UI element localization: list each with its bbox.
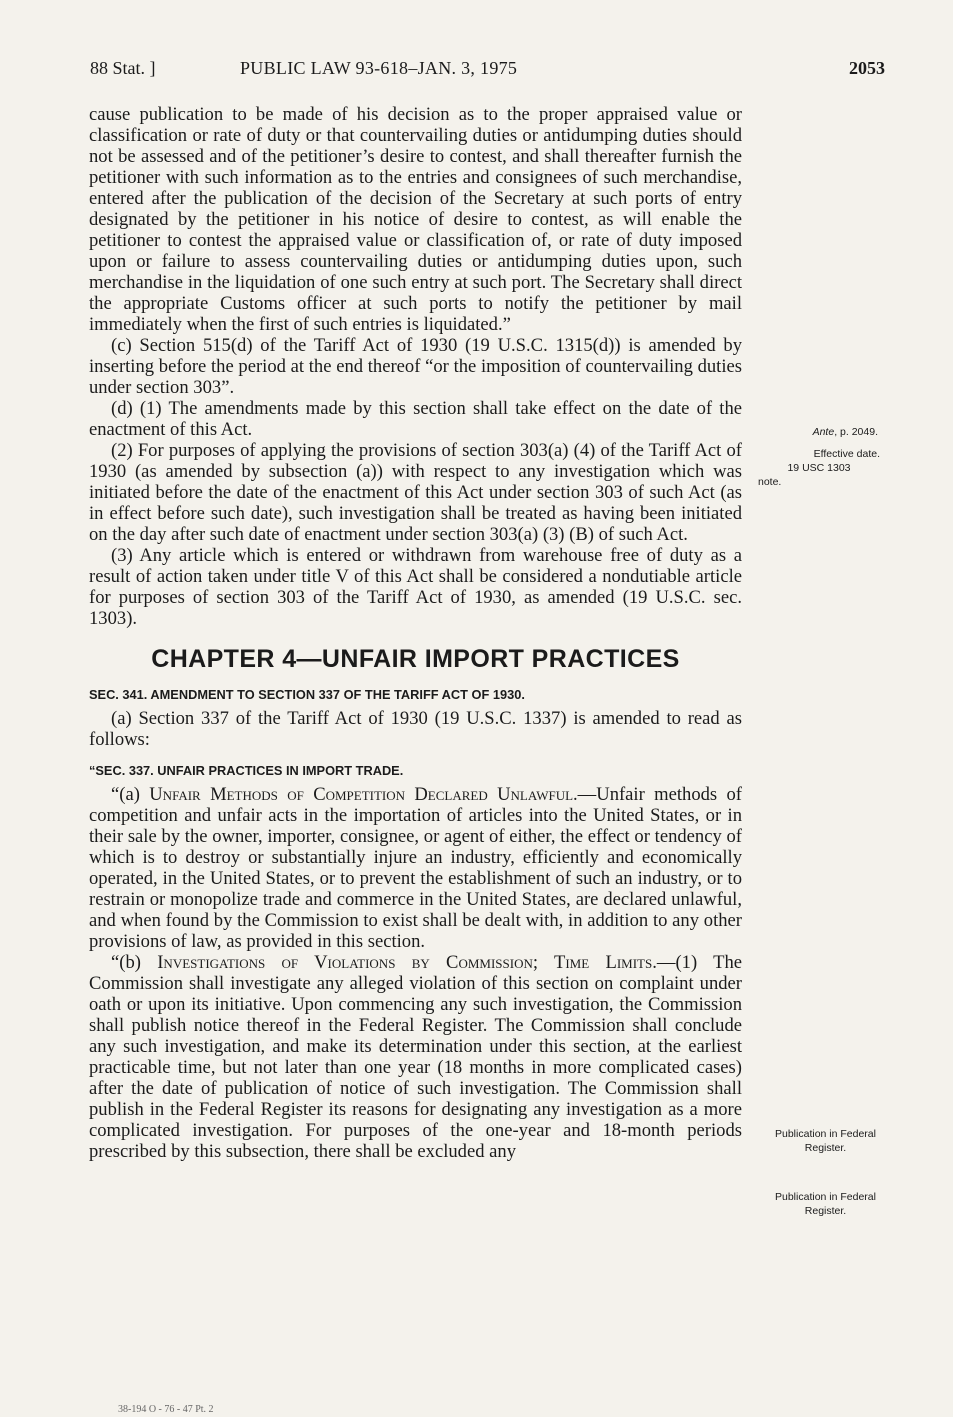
subsection-b-prefix: “(b)	[111, 952, 158, 973]
page-number: 2053	[849, 58, 885, 78]
paragraph-continued: cause publication to be made of his decision as to the proper appraised value or classification or rate of duty or that countervailing duties or antidumping duties should not be assessed and of the petitioner’s desire to contest, and shall thereafter furnish the petitioner with such information as to the entries and consignees of such merchandise, entered after the publication of the decision of the Secretary at such ports of entry designated by the petitioner in his notice of desire to contest, as will enable the petitioner to contest the appraised value or classification of, or rate of duty imposed upon or failure to assess countervailing duties or antidumping duties upon, such merchandise in the liquidation of one such entry at such port. The Secretary shall direct the appropriate Customs officer at such ports to notify the petitioner by mail immediately when the first of such entries is liquidated.”	[89, 104, 742, 335]
page-header	[90, 58, 885, 82]
ante-label: Ante	[812, 426, 835, 438]
margin-note-publication-2: Publication in Federal Register.	[775, 1191, 876, 1217]
subsection-b-caption: Investigations of Violations by Commission; Time Limits.—	[157, 952, 676, 973]
subsection-a-caption: Unfair Methods of Competition Declared Unlawful.—	[149, 784, 597, 805]
note-label: note.	[758, 476, 782, 488]
ante-page: , p. 2049.	[834, 426, 878, 438]
subsection-a-prefix: “(a)	[111, 784, 150, 805]
margin-note-ante	[758, 425, 878, 439]
section-heading: SEC. 341. AMENDMENT TO SECTION 337 OF THE TARIFF ACT OF 1930.	[89, 687, 525, 702]
paragraph-337-a	[89, 784, 742, 952]
main-text	[89, 104, 742, 1162]
paragraph-c: (c) Section 515(d) of the Tariff Act of 1930 (19 U.S.C. 1315(d)) is amended by inserting before the period at the end thereof “or the imposition of countervailing duties under section 303”.	[89, 335, 742, 398]
subsection-b-text: (1) The Commission shall investigate any alleged violation of this section on complaint under oath or upon its initiative. Upon commencing any such investigation, the Commission shall publish notice thereof in the Federal Register. The Commission shall conclude any such investigation, and make its determination under this section, at the earliest practicable time, but not later than one year (18 months in more complicated cases) after the date of publication of notice of such investigation. The Commission shall publish in the Federal Register its reasons for designating any investigation as a more complicated investigation. For purposes of the one-year and 18-month periods prescribed by this subsection, there shall be excluded any	[89, 952, 742, 1162]
margin-note-effective-date	[758, 447, 880, 489]
chapter-heading: CHAPTER 4—UNFAIR IMPORT PRACTICES	[151, 645, 680, 673]
paragraph-337-b	[89, 952, 742, 1162]
effective-date-label: Effective date.	[813, 448, 880, 460]
stat-citation: 88 Stat. ]	[90, 58, 156, 78]
paragraph-sec341-a: (a) Section 337 of the Tariff Act of 1930 (19 U.S.C. 1337) is amended to read as follows:	[89, 708, 742, 750]
usc-citation: 19 USC 1303	[787, 462, 851, 474]
page-footer: 38-194 O - 76 - 47 Pt. 2	[118, 1404, 214, 1415]
paragraph-d1: (d) (1) The amendments made by this section shall take effect on the date of the enactment of this Act.	[89, 398, 742, 440]
section-337-heading: “SEC. 337. UNFAIR PRACTICES IN IMPORT TRADE.	[89, 763, 404, 778]
paragraph-d3: (3) Any article which is entered or withdrawn from warehouse free of duty as a result of action taken under title V of this Act shall be considered a nondutiable article for purposes of section 303 of the Tariff Act of 1930, as amended (19 U.S.C. sec. 1303).	[89, 545, 742, 629]
margin-note-publication-1: Publication in Federal Register.	[775, 1128, 876, 1154]
page-title: PUBLIC LAW 93-618–JAN. 3, 1975	[240, 58, 518, 78]
paragraph-d2: (2) For purposes of applying the provisions of section 303(a) (4) of the Tariff Act of 1930 (as amended by subsection (a)) with respect to any investigation which was initiated before the date of the enactment of this Act under section 303 of such Act (as in effect before such date), such investigation shall be treated as having been initiated on the day after such date of enactment under section 303(a) (3) (B) of such Act.	[89, 440, 742, 545]
subsection-a-text: Unfair methods of competition and unfair acts in the importation of articles into the United States, or in their sale by the owner, importer, consignee, or agent of either, the effect or tendency of which is to destroy or substantially injure an industry, efficiently and economically operated, in the United States, or to prevent the establishment of such an industry, or to restrain or monopolize trade and commerce in the United States, are declared unlawful, and when found by the Commission to exist shall be dealt with, in addition to any other provisions of law, as provided in this section.	[89, 784, 742, 952]
